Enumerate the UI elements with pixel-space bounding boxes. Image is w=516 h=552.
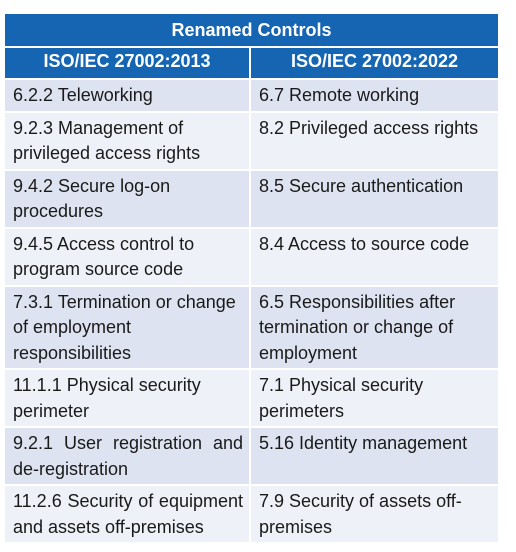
cell-2013: 11.1.1 Physical security perimeter [5, 368, 251, 426]
cell-2022: 5.16 Identity management [251, 426, 498, 484]
cell-2022: 7.1 Physical security perimeters [251, 368, 498, 426]
renamed-controls-table-container [5, 14, 498, 542]
cell-2013: 9.4.5 Access control to program source code [5, 227, 251, 285]
cell-2013: 9.2.1 User registration and de-registration [5, 426, 251, 484]
table-row [5, 484, 498, 542]
column-header-2013: ISO/IEC 27002:2013 [5, 46, 251, 78]
cell-2013: 7.3.1 Termination or change of employment responsibilities [5, 285, 251, 369]
cell-2013: 6.2.2 Teleworking [5, 78, 251, 111]
table-row [5, 285, 498, 369]
table-row [5, 426, 498, 484]
table-row [5, 111, 498, 169]
table-row [5, 368, 498, 426]
cell-2022: 7.9 Security of assets off-premises [251, 484, 498, 542]
renamed-controls-table [5, 14, 498, 542]
table-row [5, 169, 498, 227]
table-title-row [5, 14, 498, 46]
cell-2022: 6.5 Responsibilities after termination or change of employment [251, 285, 498, 369]
cell-2022: 8.4 Access to source code [251, 227, 498, 285]
table-title: Renamed Controls [5, 14, 498, 46]
table-header-row [5, 46, 498, 78]
cell-2013: 9.2.3 Management of privileged access rights [5, 111, 251, 169]
table-row [5, 227, 498, 285]
column-header-2022: ISO/IEC 27002:2022 [251, 46, 498, 78]
cell-2022: 6.7 Remote working [251, 78, 498, 111]
cell-2022: 8.2 Privileged access rights [251, 111, 498, 169]
cell-2013: 9.4.2 Secure log-on procedures [5, 169, 251, 227]
cell-2022: 8.5 Secure authentication [251, 169, 498, 227]
cell-2013: 11.2.6 Security of equipment and assets off-premises [5, 484, 251, 542]
table-row [5, 78, 498, 111]
